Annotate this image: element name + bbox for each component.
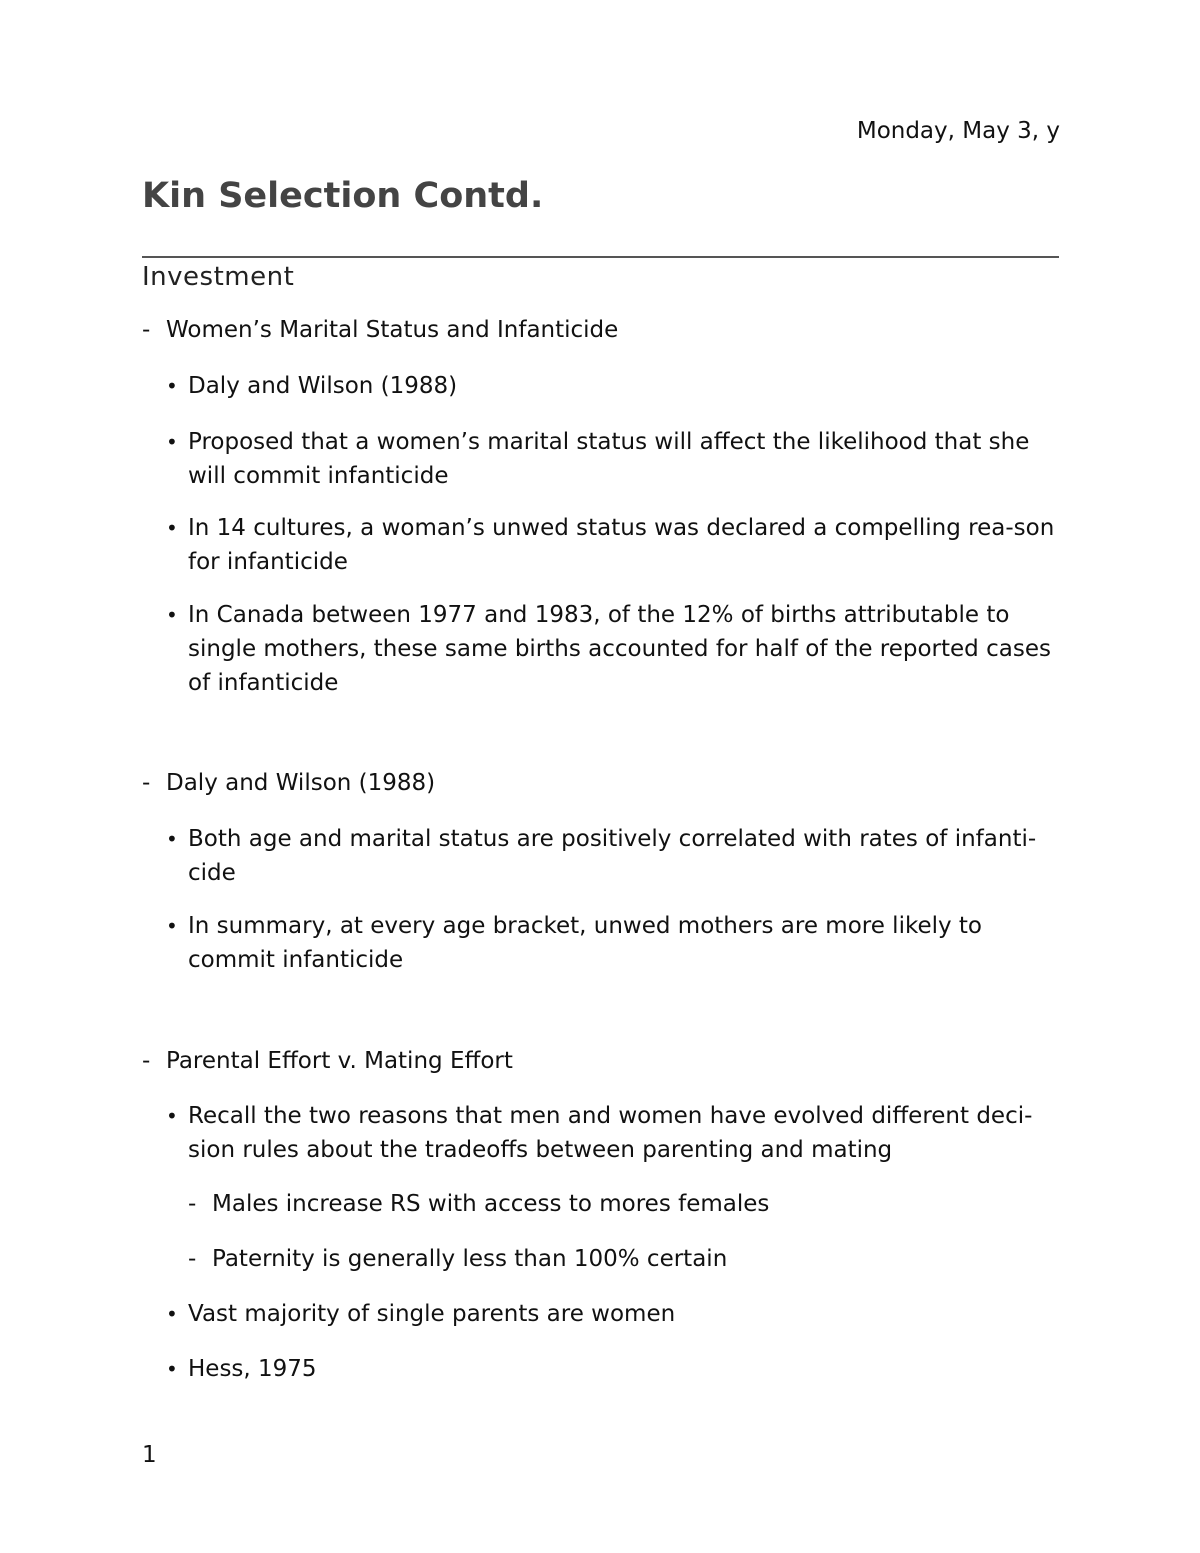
list-item-text: Hess, 1975 [188,1356,317,1382]
list-item-bullet [166,425,1059,493]
section-heading: Investment [142,262,295,292]
list-item-bullet [166,822,1059,890]
bullet-marker: • [166,1357,178,1381]
bullet-marker: • [166,603,178,627]
list-item-text: Both age and marital status are positively correlated with rates of infanti-cide [188,826,1037,886]
document-title: Kin Selection Contd. [142,176,544,216]
list-item-text: Women’s Marital Status and Infanticide [166,317,619,343]
dash-marker: - [188,1191,197,1217]
bullet-marker: • [166,827,178,851]
list-item-text: Parental Effort v. Mating Effort [166,1048,513,1074]
bullet-marker: • [166,374,178,398]
dash-marker: - [188,1246,197,1272]
list-item-dash [142,1044,1059,1078]
list-item-bullet [166,511,1059,579]
bullet-marker: • [166,1302,178,1326]
list-item-text: Daly and Wilson (1988) [166,770,436,796]
dash-marker: - [142,317,151,343]
document-date: Monday, May 3, y [856,118,1060,144]
list-item-dash [142,313,1059,347]
dash-marker: - [142,770,151,796]
list-item-text: Vast majority of single parents are women [188,1301,676,1327]
list-item-text: Males increase RS with access to mores females [212,1191,770,1217]
list-item-dash [142,766,1059,800]
list-item-text: In Canada between 1977 and 1983, of the 12% of births attributable to single mothers, these same births accounted for half of the reported cases of infanticide [188,602,1051,696]
list-item-text: Recall the two reasons that men and women have evolved different deci-sion rules about the tradeoffs between parenting and mating [188,1103,1033,1163]
list-item-bullet [166,1352,1059,1386]
list-item-sub-dash [188,1242,1059,1276]
bullet-marker: • [166,1104,178,1128]
list-item-bullet [166,369,1059,403]
page-number: 1 [142,1442,157,1468]
list-item-text: Paternity is generally less than 100% certain [212,1246,728,1272]
list-item-bullet [166,1099,1059,1167]
list-item-text: In summary, at every age bracket, unwed mothers are more likely to commit infanticide [188,913,983,973]
list-item-bullet [166,598,1059,700]
bullet-marker: • [166,516,178,540]
bullet-marker: • [166,430,178,454]
list-item-sub-dash [188,1187,1059,1221]
bullet-marker: • [166,914,178,938]
dash-marker: - [142,1048,151,1074]
list-item-text: Proposed that a women’s marital status will affect the likelihood that she will commit infanticide [188,429,1030,489]
list-item-bullet [166,909,1059,977]
list-item-text: Daly and Wilson (1988) [188,373,458,399]
title-divider [142,256,1059,258]
list-item-bullet [166,1297,1059,1331]
list-item-text: In 14 cultures, a woman’s unwed status was declared a compelling rea-son for infanticide [188,515,1055,575]
